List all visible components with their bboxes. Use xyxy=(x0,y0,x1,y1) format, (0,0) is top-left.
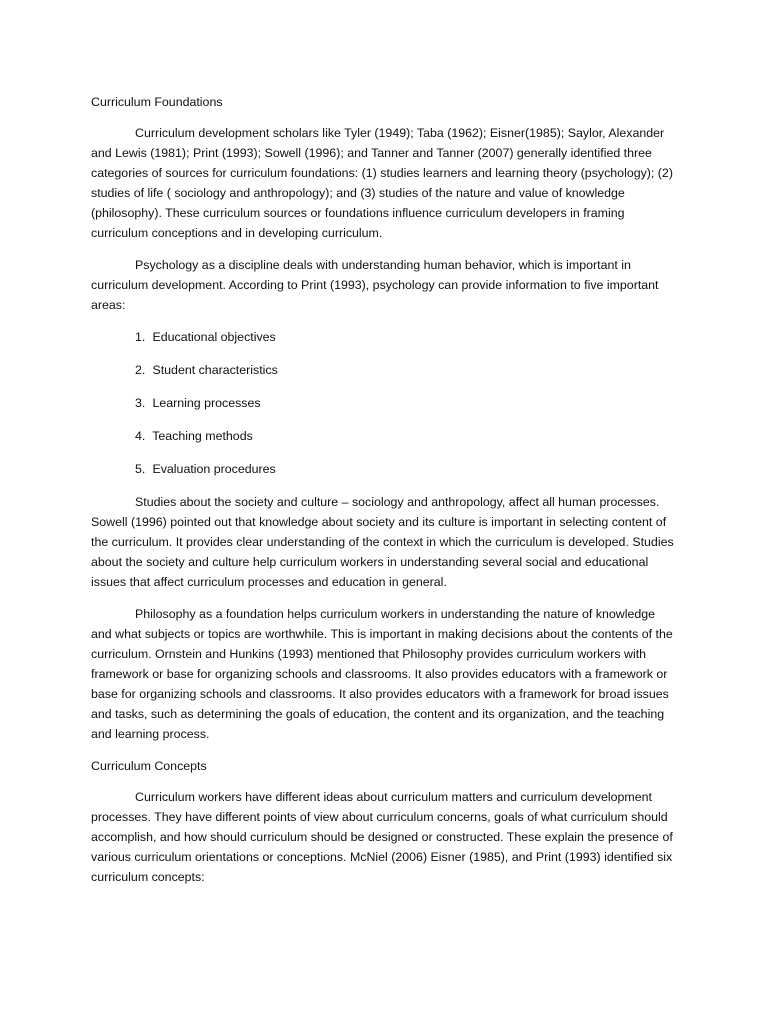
list-number: 1. xyxy=(135,330,146,344)
list-text: Student characteristics xyxy=(152,363,278,377)
list-number: 3. xyxy=(135,396,146,410)
list-item xyxy=(91,459,676,479)
list-number: 4. xyxy=(135,429,146,443)
list-number: 2. xyxy=(135,363,146,377)
numbered-list xyxy=(91,327,676,479)
body-paragraph: Philosophy as a foundation helps curriculum workers in understanding the nature of knowledge and what subjects or topics are worthwhile. This is important in making decisions about the contents of the curriculum. Ornstein and Hunkins (1993) mentioned that Philosophy provides curriculum workers with framework or base for organizing schools and classrooms. It also provides educators with a framework or base for organizing schools and classrooms. It also provides educators with a framework for broad issues and tasks, such as determining the goals of education, the content and its organization, and the teaching and learning process. xyxy=(91,607,673,741)
section-heading: Curriculum Foundations xyxy=(91,95,223,109)
body-paragraph: Curriculum development scholars like Tyler (1949); Taba (1962); Eisner(1985); Saylor, Alexander and Lewis (1981); Print (1993); Sowell (1996); and Tanner and Tanner (2007) generally identified three categories of sources for curriculum foundations: (1) studies learners and learning theory (psychology); (2) studies of life ( sociology and anthropology); and (3) studies of the nature and value of knowledge (philosophy). These curriculum sources or foundations influence curriculum developers in framing curriculum conceptions and in developing curriculum. xyxy=(91,126,673,240)
body-paragraph: Psychology as a discipline deals with understanding human behavior, which is important in curriculum development. According to Print (1993), psychology can provide information to five important areas: xyxy=(91,258,659,312)
section-heading: Curriculum Concepts xyxy=(91,759,207,773)
list-item xyxy=(91,327,676,347)
list-item xyxy=(91,393,676,413)
body-paragraph: Curriculum workers have different ideas about curriculum matters and curriculum development processes. They have different points of view about curriculum concerns, goals of what curriculum should accomplish, and how should curriculum should be designed or constructed. These explain the presence of various curriculum orientations or conceptions. McNiel (2006) Eisner (1985), and Print (1993) identified six curriculum concepts: xyxy=(91,790,673,884)
body-paragraph: Studies about the society and culture – sociology and anthropology, affect all human processes. Sowell (1996) pointed out that knowledge about society and its culture is important in selecting content of the curriculum. It provides clear understanding of the context in which the curriculum is developed. Studies about the society and culture help curriculum workers in understanding several social and educational issues that affect curriculum processes and education in general. xyxy=(91,495,674,589)
list-text: Learning processes xyxy=(152,396,261,410)
list-text: Evaluation procedures xyxy=(152,462,276,476)
section-curriculum-foundations xyxy=(91,92,676,744)
list-number: 5. xyxy=(135,462,146,476)
list-item xyxy=(91,426,676,446)
list-item xyxy=(91,360,676,380)
section-curriculum-concepts xyxy=(91,756,676,887)
list-text: Educational objectives xyxy=(152,330,276,344)
list-text: Teaching methods xyxy=(152,429,253,443)
document-body xyxy=(91,92,676,899)
